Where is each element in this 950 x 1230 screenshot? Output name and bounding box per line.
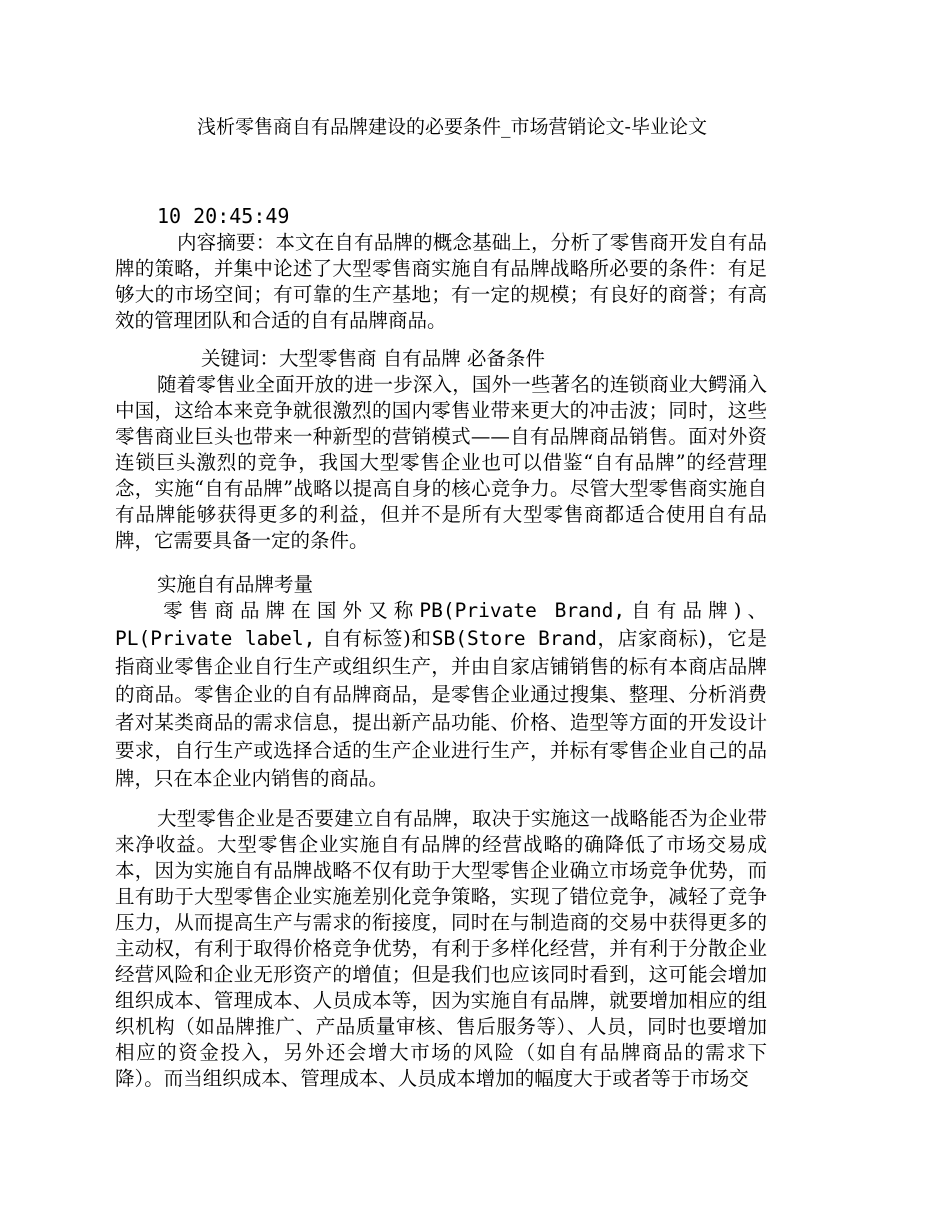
definition-abbrev-pb: PB(Private Brand,: [419, 599, 626, 622]
definition-text: 零售商品牌在国外又称: [157, 599, 420, 622]
definition-text: ，店家商标)，它是指商业零售企业自行生产或组织生产，并由自家店铺销售的标有本商店品牌的商品。零售企业的自有品牌商品，是零售企业通过搜集、整理、分析消费者对某类商品的需求信息，提出新产品功能、价格、造型等方面的开发设计要求，自行生产或选择合适的生产企业进行生产，并标有零售企业自己的品牌，只在本企业内销售的商品。: [115, 627, 767, 790]
definition-abbrev-pl: PL(Private label,: [115, 627, 316, 650]
definition-abbrev-sb: SB(Store Brand: [431, 627, 597, 650]
abstract-paragraph: 内容摘要：本文在自有品牌的概念基础上，分析了零售商开发自有品牌的策略，并集中论述了大型零售商实施自有品牌战略所必要的条件：有足够大的市场空间；有可靠的生产基地；有一定的规模；有良好的商誉；有高效的管理团队和合适的自有品牌商品。: [115, 231, 767, 332]
keywords-line: 关键词：大型零售商 自有品牌 必备条件: [201, 347, 545, 370]
intro-paragraph: 随着零售业全面开放的进一步深入，国外一些著名的连锁商业大鳄涌入中国，这给本来竞争就很激烈的国内零售业带来更大的冲击波；同时，这些零售商业巨头也带来一种新型的营销模式——自有品牌商品销售。面对外资连锁巨头激烈的竞争，我国大型零售企业也可以借鉴“自有品牌”的经营理念，实施“自有品牌”战略以提高自身的核心竞争力。尽管大型零售商实施自有品牌能够获得更多的利益，但并不是所有大型零售商都适合使用自有品牌，它需要具备一定的条件。: [115, 373, 767, 552]
definition-text: 自有品牌)、: [625, 599, 767, 622]
document-title: 浅析零售商自有品牌建设的必要条件_市场营销论文-毕业论文: [197, 116, 707, 138]
analysis-paragraph: 大型零售企业是否要建立自有品牌，取决于实施这一战略能否为企业带来净收益。大型零售企业实施自有品牌的经营战略的确降低了市场交易成本，因为实施自有品牌战略不仅有助于大型零售企业确立市场竞争优势，而且有助于大型零售企业实施差别化竞争策略，实现了错位竞争，减轻了竞争压力，从而提高生产与需求的衔接度，同时在与制造商的交易中获得更多的主动权，有利于取得价格竞争优势，有利于多样化经营，并有利于分散企业经营风险和企业无形资产的增值；但是我们也应该同时看到，这可能会增加组织成本、管理成本、人员成本等，因为实施自有品牌，就要增加相应的组织机构（如品牌推广、产品质量审核、售后服务等）、人员，同时也要增加相应的资金投入，另外还会增大市场的风险（如自有品牌商品的需求下降）。而当组织成本、管理成本、人员成本增加的幅度大于或者等于市场交: [115, 807, 767, 1090]
definition-paragraph: [115, 597, 767, 793]
definition-text: 自有标签)和: [315, 627, 432, 650]
timestamp: 10 20:45:49: [157, 204, 290, 228]
section-heading: 实施自有品牌考量: [157, 573, 314, 596]
